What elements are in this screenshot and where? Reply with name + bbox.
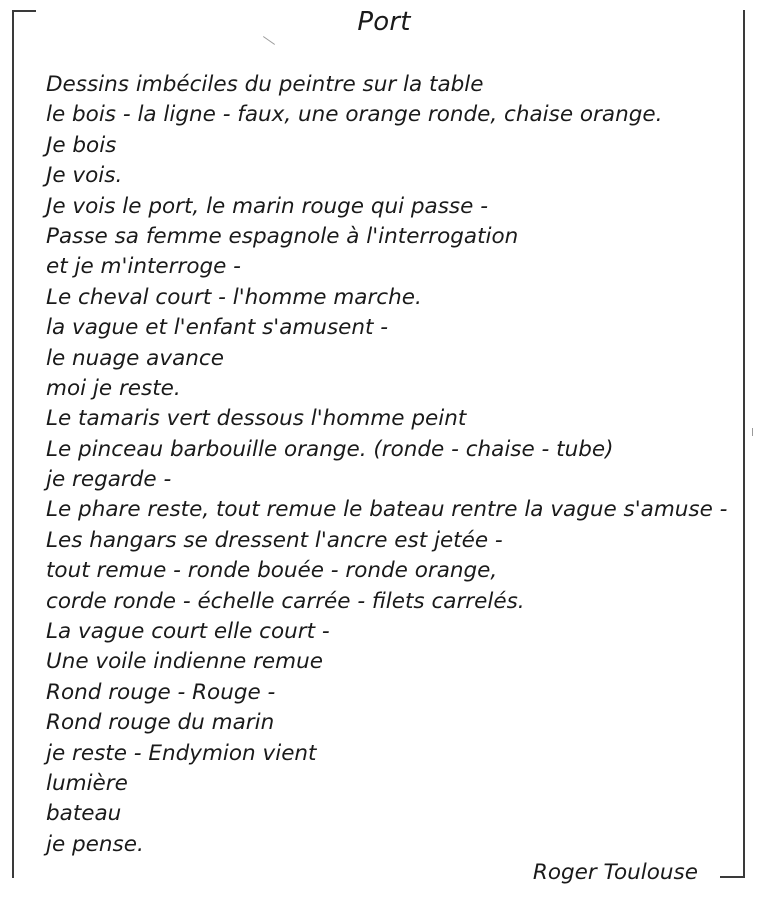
poem-line: Rond rouge du marin <box>46 710 275 736</box>
poem-line: lumière <box>46 770 128 796</box>
poem-line: corde ronde - échelle carrée - filets carrelés. <box>46 588 525 614</box>
poem-line: je reste - Endymion vient <box>46 740 317 766</box>
poem-line: le nuage avance <box>46 345 224 371</box>
right-bracket-bottom-line <box>720 876 745 878</box>
poem-line: Je vois. <box>46 163 123 189</box>
poem-line: Rond rouge - Rouge - <box>46 679 276 705</box>
scan-mark <box>752 428 753 436</box>
poem-line: Les hangars se dressent l'ancre est jetée - <box>46 527 503 553</box>
poem-line: Le cheval court - l'homme marche. <box>46 284 422 310</box>
poem-line: Passe sa femme espagnole à l'interrogation <box>46 223 519 249</box>
poem-line: et je m'interroge - <box>46 254 241 280</box>
right-bracket-line <box>743 10 745 878</box>
poem-line: je pense. <box>46 831 144 857</box>
poem-line: tout remue - ronde bouée - ronde orange, <box>46 558 498 584</box>
poem-line: Dessins imbéciles du peintre sur la table <box>46 72 484 97</box>
poem-line: Une voile indienne remue <box>46 649 323 675</box>
poem-line: moi je reste. <box>46 375 181 401</box>
poem-line: bateau <box>46 801 122 827</box>
poem-line: le bois - la ligne - faux, une orange ronde, chaise orange. <box>46 102 663 128</box>
poem-line: Le pinceau barbouille orange. (ronde - chaise - tube) <box>46 436 614 462</box>
poem-line: Je vois le port, le marin rouge qui passe - <box>46 193 488 219</box>
poem-line: Le phare reste, tout remue le bateau rentre la vague s'amuse - <box>46 497 728 523</box>
poem-author: Roger Toulouse <box>532 860 698 885</box>
poem-line: la vague et l'enfant s'amusent - <box>46 315 389 341</box>
poem-line: Le tamaris vert dessous l'homme peint <box>46 406 467 432</box>
poem-line: Je bois <box>46 132 117 158</box>
left-bracket-line <box>12 10 14 878</box>
poem-lines <box>46 70 727 860</box>
poem-line: je regarde - <box>46 467 172 493</box>
poem-line: La vague court elle court - <box>46 619 330 645</box>
poem-title: Port <box>357 7 411 37</box>
